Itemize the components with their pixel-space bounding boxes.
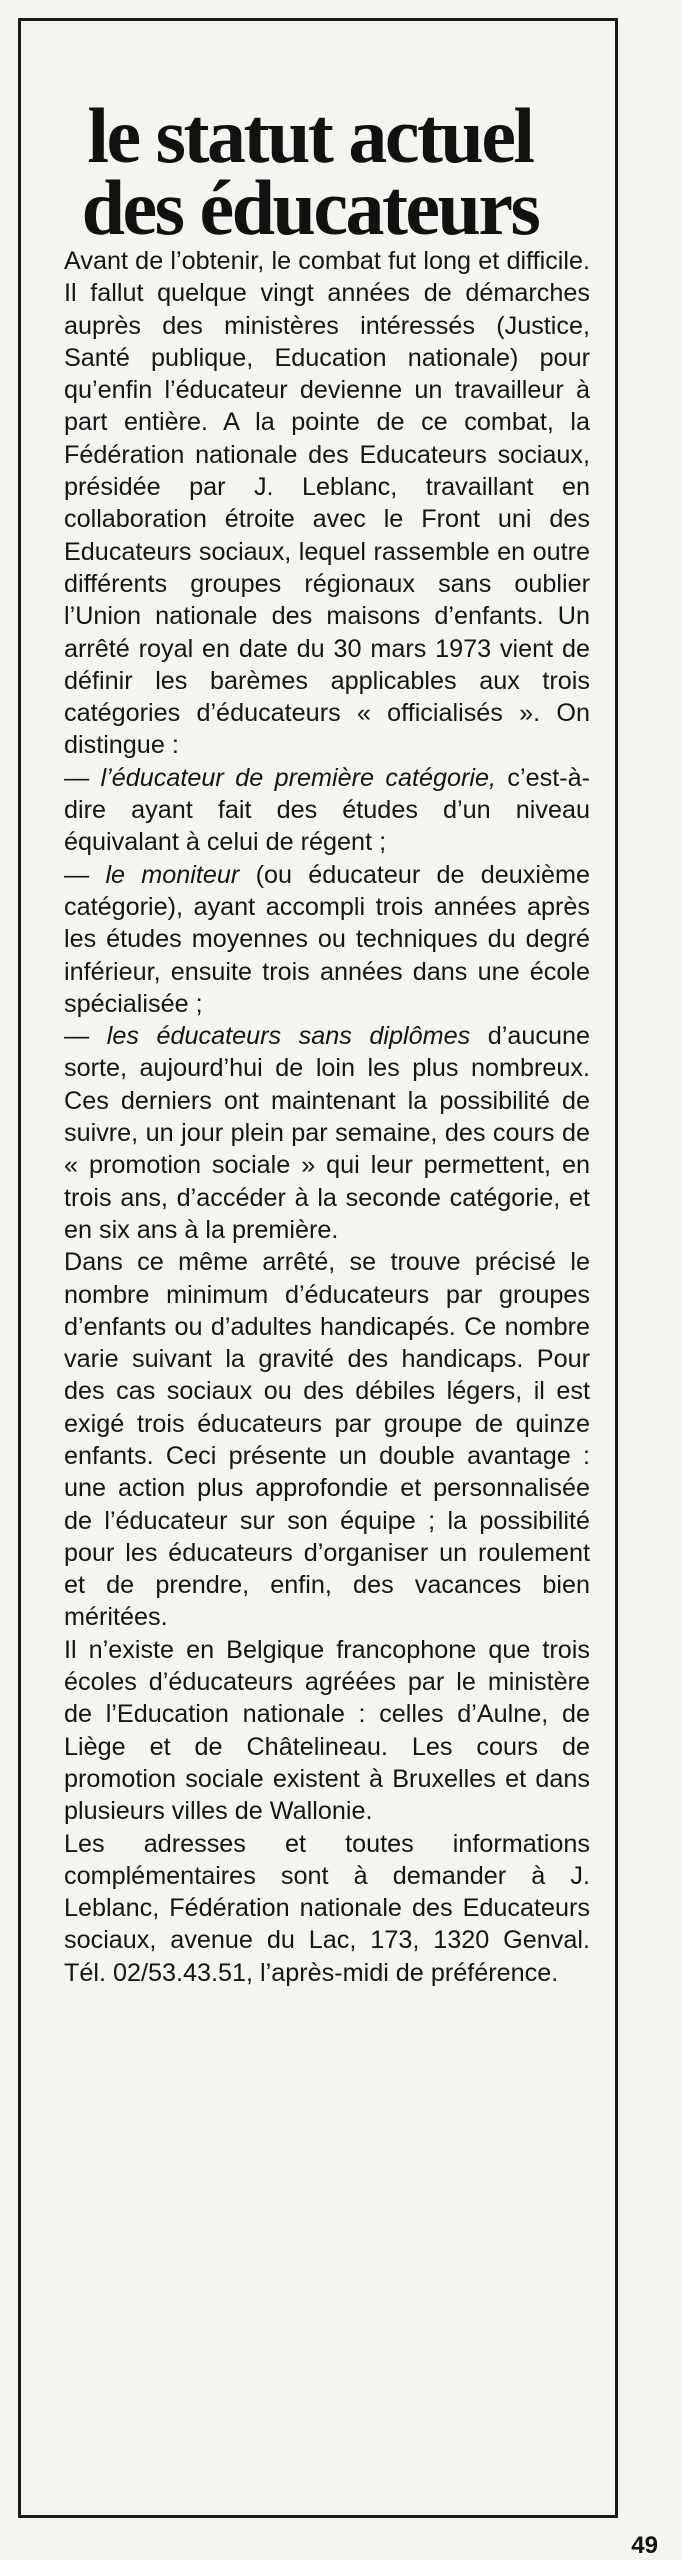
category-2-item <box>64 859 590 1020</box>
category-1-item <box>64 762 590 859</box>
category-1-label: — l’éducateur de première catégorie, <box>64 763 497 792</box>
title-line-2: des éducateurs <box>81 164 539 252</box>
paragraph-4: Les adresses et toutes informations complémentaires sont à demander à J. Leblanc, Fédération nationale des Educateurs sociaux, avenue du Lac, 173, 1320 Genval. Tél. 02/53.43.51, l’après-midi de préférence. <box>64 1829 590 1987</box>
paragraph-2: Dans ce même arrêté, se trouve précisé le nombre minimum d’éducateurs par groupes d’enfants ou d’adultes handicapés. Ce nombre varie suivant la gravité des handicaps. Pour des cas sociaux ou des débiles légers, il est exigé trois éducateurs par groupe de quinze enfants. Ceci présente un double avantage : une action plus approfondie et personnalisée de l’éducateur sur son équipe ; la possibilité pour les éducateurs d’organiser un roulement et de prendre, enfin, des vacances bien méritées. <box>64 1248 590 1632</box>
category-3-label: — les éducateurs sans diplômes <box>64 1022 471 1051</box>
category-2-text: (ou éducateur de deuxième catégorie), ayant accompli trois années après les études moyennes ou techniques du degré inférieur, ensuite trois années dans une école spécialisée ; <box>64 860 590 1018</box>
category-3-item <box>64 1020 590 1246</box>
paragraph-3: Il n’existe en Belgique francophone que trois écoles d’éducateurs agréées par le ministère de l’Education nationale : celles d’Aulne, de Liège et de Châtelineau. Les cours de promotion sociale existent à Bruxelles et dans plusieurs villes de Wallonie. <box>64 1635 590 1826</box>
page-number: 49 <box>631 2532 658 2559</box>
category-3-text: d’aucune sorte, aujourd’hui de loin les plus nombreux. Ces derniers ont maintenant la possibilité de suivre, un jour plein par semaine, des cours de « promotion sociale » qui leur permettent, en trois ans, d’accéder à la seconde catégorie, et en six ans à la première. <box>64 1022 590 1244</box>
article-body <box>64 245 590 1989</box>
title-line-1: le statut actuel <box>87 92 533 180</box>
paragraph-intro: Avant de l’obtenir, le combat fut long et difficile. Il fallut quelque vingt années de démarches auprès des ministères intéressés (Justice, Santé publique, Education nationale) pour qu’enfin l’éducateur devienne un travailleur à part entière. A la pointe de ce combat, la Fédération nationale des Educateurs sociaux, présidée par J. Leblanc, travaillant en collaboration étroite avec le Front uni des Educateurs sociaux, lequel rassemble en outre différents groupes régionaux sans oublier l’Union nationale des maisons d’enfants. Un arrêté royal en date du 30 mars 1973 vient de définir les barèmes applicables aux trois catégories d’éducateurs « officialisés ». On distingue : <box>64 247 590 760</box>
category-1-text: c’est-à-dire ayant fait des études d’un niveau équivalant à celui de régent ; <box>64 763 590 857</box>
article-title <box>70 92 550 252</box>
category-2-label: — le moniteur <box>64 860 240 889</box>
